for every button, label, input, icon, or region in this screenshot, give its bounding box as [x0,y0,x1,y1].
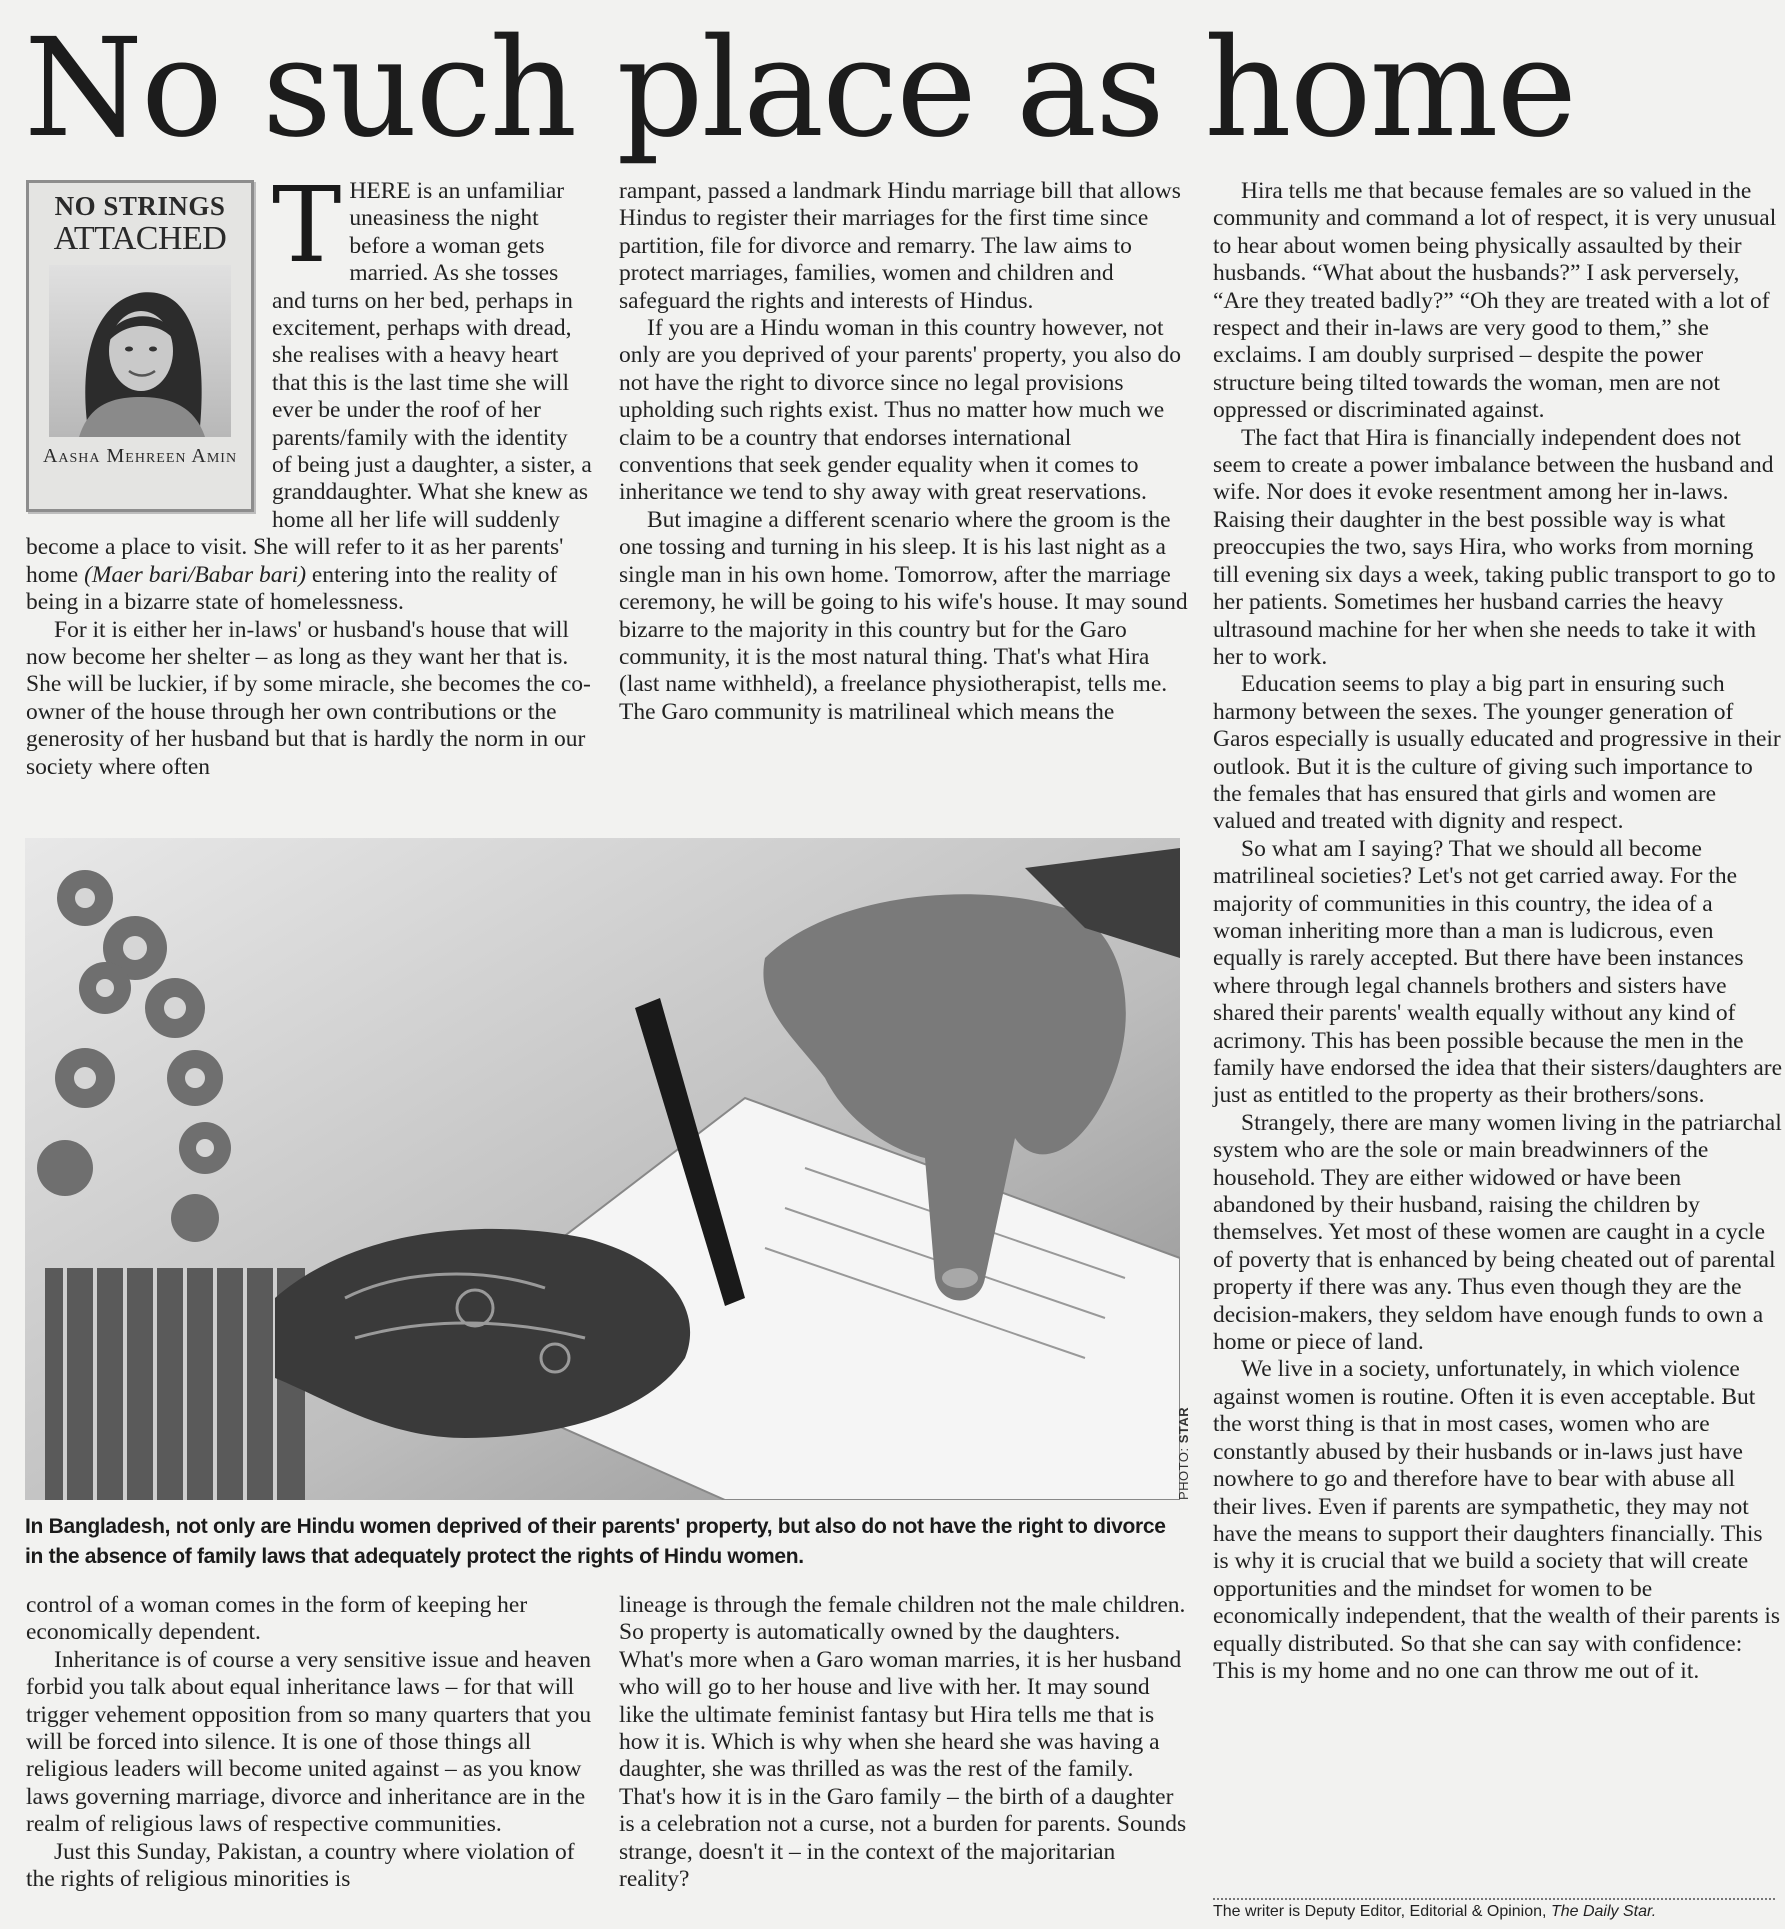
paragraph: Education seems to play a big part in ensuring such harmony between the sexes. The younger generation of Garos especially is usually educated and progressive in their outlook. But it is the culture of giving such importance to the females that has ensured that girls and women are valued and treated with dignity and respect. [1213,671,1781,835]
wedding-signing-image [25,838,1180,1500]
drop-cap: T [272,164,342,286]
paragraph: control of a woman comes in the form of keeping her economically dependent. [26,1592,528,1646]
column-label-line1: NO STRINGS [54,191,226,221]
author-portrait [49,265,231,437]
author-note: The writer is Deputy Editor, Editorial & Opinion, The Daily Star. [1213,1903,1657,1920]
headline: No such place as home [24,10,1576,168]
photo-credit: PHOTO: STAR [1176,1406,1191,1500]
paragraph: Just this Sunday, Pakistan, a country where violation of the rights of religious minorities is [26,1838,575,1893]
article-column-2-bottom [619,1592,1189,1893]
article-column-2-top [619,178,1189,726]
paragraph: If you are a Hindu woman in this country however, not only are you deprived of your parents' property, you also do not have the right to divorce since no legal provisions upholding such rights exist. Thus no matter how much we claim to be a country that endorses international conventions that seek gender equality when it comes to inheritance we tend to shy away with great reservations. [619,315,1181,506]
paragraph: Hira tells me that because females are so valued in the community and command a lot of respect, it is very unusual to hear about women being physically assaulted by their husbands. “What about the husbands?” I ask perversely, “Are they treated badly?” “Oh they are treated with a lot of respect and their in-laws are very good to them,” she exclaims. I am doubly surprised – despite the power structure being tilted towards the woman, men are not oppressed or discriminated against. [1213,178,1777,424]
column-label-line2: ATTACHED [53,220,227,257]
paragraph: For it is either her in-laws' or husband's house that will now become her shelter – as long as they want her that is. She will be luckier, if by some miracle, she becomes the co-owner of the house through her own contributions or the generosity of her husband but that is hardly the norm in our society where often [26,616,591,780]
paragraph: lineage is through the female children not the male children. So property is automatically owned by the daughters. What's more when a Garo woman marries, it is her husband who will go to her house and live with her. It may sound like the ultimate feminist fantasy but Hira tells me that is how it is. Which is why when she heard she was having a daughter, she was thrilled as was the rest of the family. That's how it is in the Garo family – the birth of a daughter is a celebration not a curse, not a burden for parents. Sounds strange, doesn't it – in the context of the majoritarian reality? [619,1592,1187,1893]
paragraph: So what am I saying? That we should all become matrilineal societies? Let's not get carried away. For the majority of communities in this country, the idea of a woman inheriting more than a man is ludicrous, even equally is rarely accepted. But there have been instances where through legal channels brothers and sisters have shared their parents' wealth equally without any kind of acrimony. This has been possible because the men in the family have endorsed the idea that their sisters/daughters are just as entitled to the property as their brothers/sons. [1213,835,1783,1109]
paragraph: We live in a society, unfortunately, in which violence against women is routine. Often it is even acceptable. But the worst thing is that in most cases, women who are constantly abused by their husbands or in-laws just have nowhere to go and therefore have to bear with abuse all their lives. Even if parents are sympathetic, they may not have the means to support their daughters financially. This is why it is crucial that we build a society that will create opportunities and the mindset for women to be economically independent, that the wealth of their parents is equally distributed. So that she can say with confidence: This is my home and no one can throw me out of it. [1213,1356,1781,1684]
article-column-1-bottom [26,1592,592,1893]
author-name: Aasha Mehreen Amin [42,445,238,467]
article-column-3 [1213,178,1783,1685]
photo-caption: In Bangladesh, not only are Hindu women deprived of their parents' property, but also do not have the right to divorce in the absence of family laws that adequately protect the rights of Hindu women. [25,1515,1166,1568]
paragraph: Inheritance is of course a very sensitive issue and heaven forbid you talk about equal inheritance laws – for that will trigger vehement opposition from so many quarters that you will be forced into silence. It is one of those things all religious leaders will become united against – as you know laws governing marriage, divorce and inheritance are in the realm of religious laws of respective communities. [26,1646,592,1838]
paragraph: HERE is an unfamiliar uneasiness the night before a woman gets married. As she tosses and turns on her bed, perhaps in excitement, perhaps with dread, she realises with a heavy heart that this is the last time she will ever be under the roof of her parents/family with the identity of being just a daughter, a sister, a granddaughter. What she knew as home all her life will suddenly become a place to visit. She will refer to it as her parents' home (Maer bari/Babar bari) entering into the reality of being in a bizarre state of homelessness. [26,178,592,616]
article-column-1-top [26,164,592,781]
column-badge [26,180,254,512]
paragraph: But imagine a different scenario where the groom is the one tossing and turning in his sleep. It is his last night as a single man in his own home. Tomorrow, after the marriage ceremony, he will be going to his wife's house. It may sound bizarre to the majority in this country but for the Garo community, it is the most natural thing. That's what Hira (last name withheld), a freelance physiotherapist, tells me. The Garo community is matrilineal which means the [619,506,1188,725]
paragraph: rampant, passed a landmark Hindu marriage bill that allows Hindus to register their marriages for the first time since partition, file for divorce and remarry. The law aims to protect marriages, families, women and children and safeguard the rights and interests of Hindus. [619,178,1181,314]
paragraph: Strangely, there are many women living in the patriarchal system who are the sole or main breadwinners of the household. They are either widowed or have been abandoned by their husband, raising the children by themselves. Yet most of these women are caught in a cycle of poverty that is enhanced by being cheated out of parental property if there was any. Thus even though they are the decision-makers, they seldom have enough funds to own a home or piece of land. [1213,1109,1782,1356]
article-photo [25,838,1180,1500]
paragraph: The fact that Hira is financially independent does not seem to create a power imbalance between the husband and wife. Nor does it evoke resentment among her in-laws. Raising their daughter in the best possible way is what preoccupies the two, says Hira, who works from morning till evening six days a week, taking public transport to go to her patients. Sometimes her husband carries the heavy ultrasound machine for her when she needs to take it with her to work. [1213,424,1776,670]
divider [1213,1898,1775,1900]
